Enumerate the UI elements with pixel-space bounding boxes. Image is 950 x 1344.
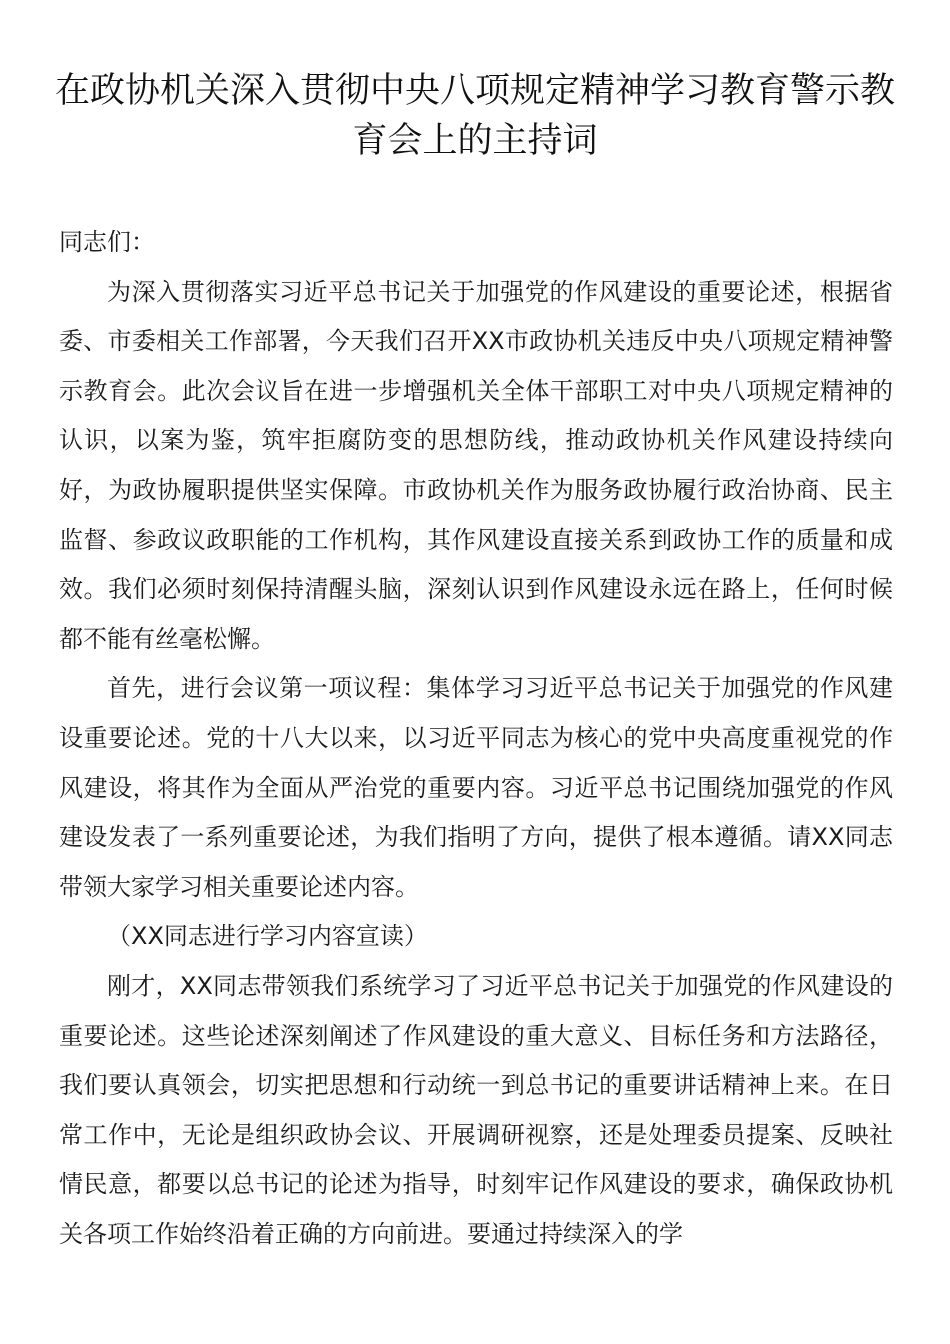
paragraph-summary: 刚才，XX同志带领我们系统学习了习近平总书记关于加强党的作风建设的重要论述。这些论述深刻阐述了作风建设的重大意义、目标任务和方法路径，我们要认真领会，切实把思想和行动统一到总书记的重要讲话精神上来。在日常工作中，无论是组织政协会议、开展调研视察，还是处理委员提案、反映社情民意，都要以总书记的论述为指导，时刻牢记作风建设的要求，确保政协机关各项工作始终沿着正确的方向前进。要通过持续深入的学: [59, 971, 893, 1248]
salutation: 同志们：: [59, 228, 155, 256]
document-title: 在政协机关深入贯彻中央八项规定精神学习教育警示教育会上的主持词: [54, 71, 895, 161]
paragraph-opening: 为深入贯彻落实习近平总书记关于加强党的作风建设的重要论述，根据省委、市委相关工作部署，今天我们召开XX市政协机关违反中央八项规定精神警示教育会。此次会议旨在进一步增强机关全体干部职工对中央八项规定精神的认识，以案为鉴，筑牢拒腐防变的思想防线，推动政协机关作风建设持续向好，为政协履职提供坚实保障。市政协机关作为服务政协履行政治协商、民主监督、参政议政职能的工作机构，其作风建设直接关系到政协工作的质量和成效。我们必须时刻保持清醒头脑，深刻认识到作风建设永远在路上，任何时候都不能有丝毫松懈。: [59, 277, 893, 653]
document-body: [59, 218, 893, 1259]
paragraph-stage-note: （XX同志进行学习内容宣读）: [107, 922, 428, 951]
paragraph-first-agenda: 首先，进行会议第一项议程：集体学习习近平总书记关于加强党的作风建设重要论述。党的十八大以来，以习近平同志为核心的党中央高度重视党的作风建设，将其作为全面从严治党的重要内容。习近平总书记围绕加强党的作风建设发表了一系列重要论述，为我们指明了方向，提供了根本遵循。请XX同志带领大家学习相关重要论述内容。: [59, 674, 893, 901]
